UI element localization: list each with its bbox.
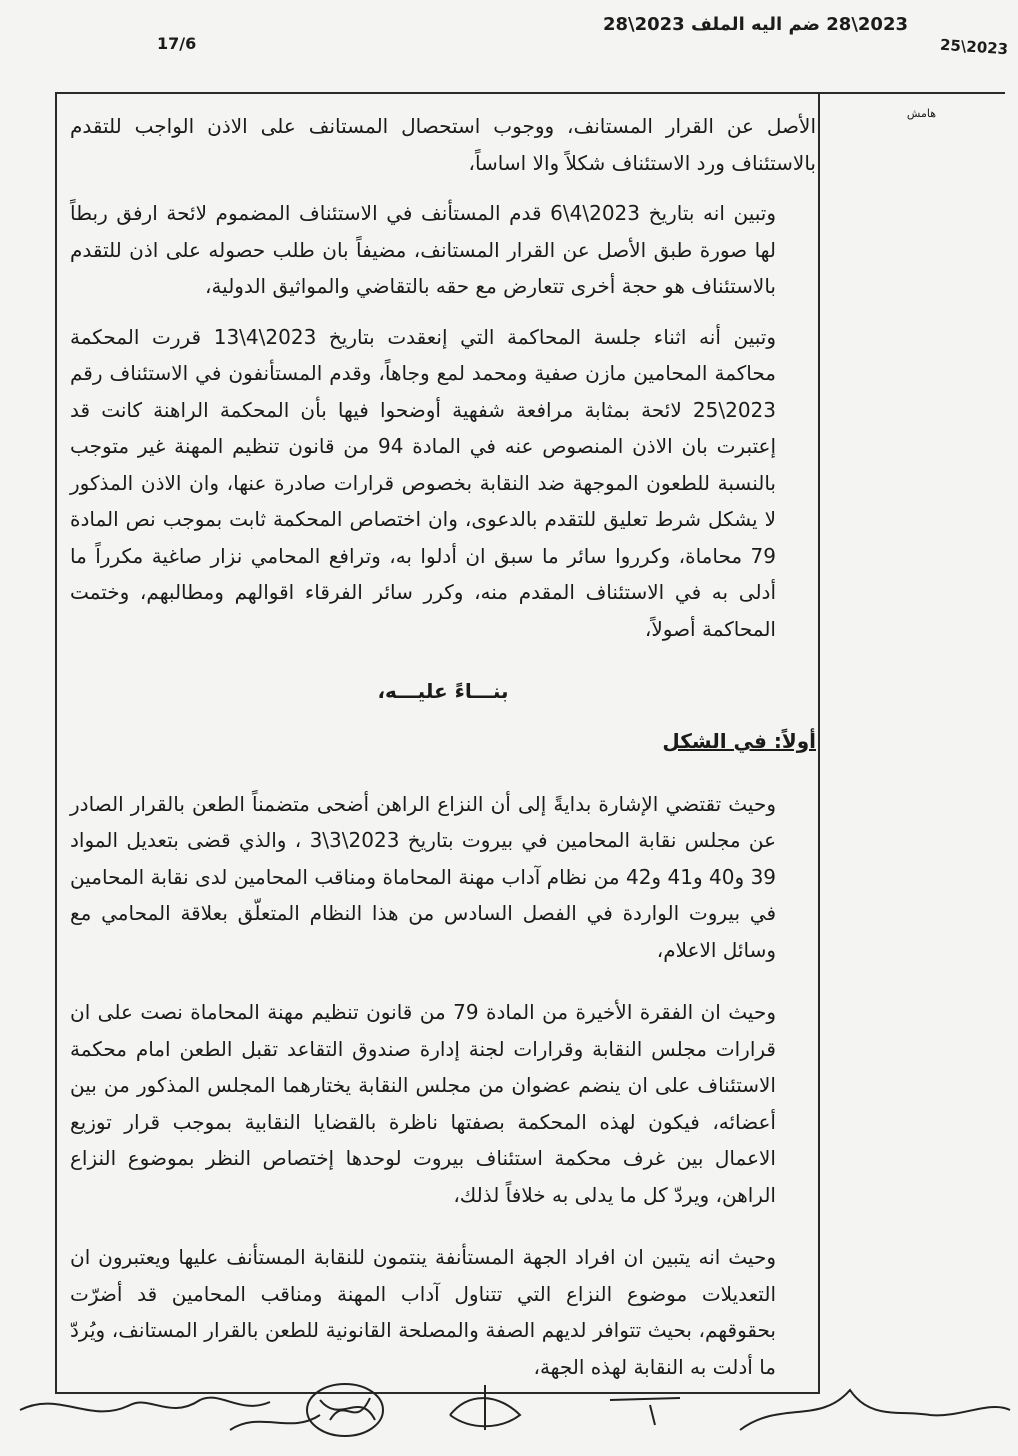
- paragraph-5: وحيث ان الفقرة الأخيرة من المادة 79 من قانون تنظيم مهنة المحاماة نصت على ان قرارات مجلس النقابة وقرارات لجنة إدارة صندوق التقاعد تقبل الطعن امام محكمة الاستئناف على ان ينضم عضوان من مجلس النقابة يختارهما المجلس المذكور من بين أعضائه، فيكون لهذه المحكمة بصفتها ناظرة بالقضايا النقابية بموجب قرار توزيع الاعمال بين غرف محكمة استئناف بيروت لوحدها إختصاص النظر بموضوع النزاع الراهن، ويردّ كل ما يدلى به خلافاً لذلك،: [70, 1000, 776, 1207]
- margin-divider: [818, 92, 820, 1394]
- section-title: بنـــاءً عليـــه،: [377, 679, 509, 703]
- paragraph-1: الأصل عن القرار المستانف، ووجوب استحصال المستانف على الاذن الواجب للتقدم بالاستئناف ورد الاستئناف شكلاً والا اساساً،: [70, 114, 816, 175]
- paragraph-4: وحيث تقتضي الإشارة بدايةً إلى أن النزاع الراهن أضحى متضمناً الطعن بالقرار الصادر عن مجلس نقابة المحامين في بيروت بتاريخ 2023\3\3 ، والذي قضى بتعديل المواد 39 و40 و41 و42 من نظام آداب مهنة المحاماة ومناقب المحامين لدى نقابة المحامين في بيروت الواردة في الفصل السادس من هذا النظام المتعلّق بعلاقة المحامي مع وسائل الاعلام،: [70, 791, 777, 962]
- file-reference: 2023\28 ضم اليه الملف 2023\28: [602, 14, 908, 35]
- left-border: [55, 92, 57, 1394]
- paragraph-3: وتبين أنه اثناء جلسة المحاكمة التي إنعقدت بتاريخ 2023\4\13 قررت المحكمة محاكمة المحامين مازن صفية ومحمد لمع وجاهاً، وقدم المستأنفون في الاستئناف رقم 2023\25 لائحة بمثابة مرافعة شفهية أوضحوا فيها بأن المحكمة الراهنة كانت قد إعتبرت بان الاذن المنصوص عنه في المادة 94 من قانون تنظيم المهنة غير متوجب بالنسبة للطعون الموجهة ضد النقابة بخصوص قرارات صادرة عنها، وان الاذن المذكور لا يشكل شرط تعليق للتقدم بالدعوى، وان اختصاص المحكمة ثابت بموجب نص المادة 79 محاماة، وكرروا سائر ما سبق ان أدلوا به، وترافع المحامي نزار صاغية مكرراً ما أدلى به في الاستئناف المقدم منه، وكرر سائر الفرقاء اقوالهم ومطالبهم، وختمت المحاكمة أصولاً،: [70, 324, 777, 641]
- document-body: [70, 108, 816, 1385]
- paragraph-2: وتبين انه بتاريخ 2023\4\6 قدم المستأنف في الاستئناف المضموم لائحة ارفق ربطاً لها صورة طبق الأصل عن القرار المستانف، مضيفاً بان طلب حصوله على اذن للتقدم بالاستئناف هو حجة أخرى تتعارض مع حقه بالتقاضي والمواثيق الدولية،: [70, 201, 776, 298]
- top-border: [55, 92, 1005, 94]
- signatures-area: [0, 1370, 1018, 1456]
- paragraph-6: وحيث انه يتبين ان افراد الجهة المستأنفة ينتمون للنقابة المستأنف عليها ويعتبرون ان التعديلات موضوع النزاع التي تتناول آداب المهنة ومناقب المحامين قد أضرّت بحقوقهم، بحيث تتوافر لديهم الصفة والمصلحة القانونية للطعن بالقرار المستانف، ويُردّ ما أدلت به النقابة لهذه الجهة،: [70, 1245, 776, 1379]
- margin-label: هامش: [906, 107, 936, 120]
- signature-5: [610, 1398, 680, 1425]
- section-subtitle: أولاً: في الشكل: [662, 729, 816, 753]
- signature-1: [20, 1398, 270, 1412]
- signature-4: [450, 1385, 520, 1430]
- file-reference-secondary: 2023\25: [939, 35, 1009, 59]
- signature-2: [230, 1415, 320, 1430]
- page-number: 17/6: [157, 34, 197, 53]
- signature-6: [740, 1390, 1010, 1430]
